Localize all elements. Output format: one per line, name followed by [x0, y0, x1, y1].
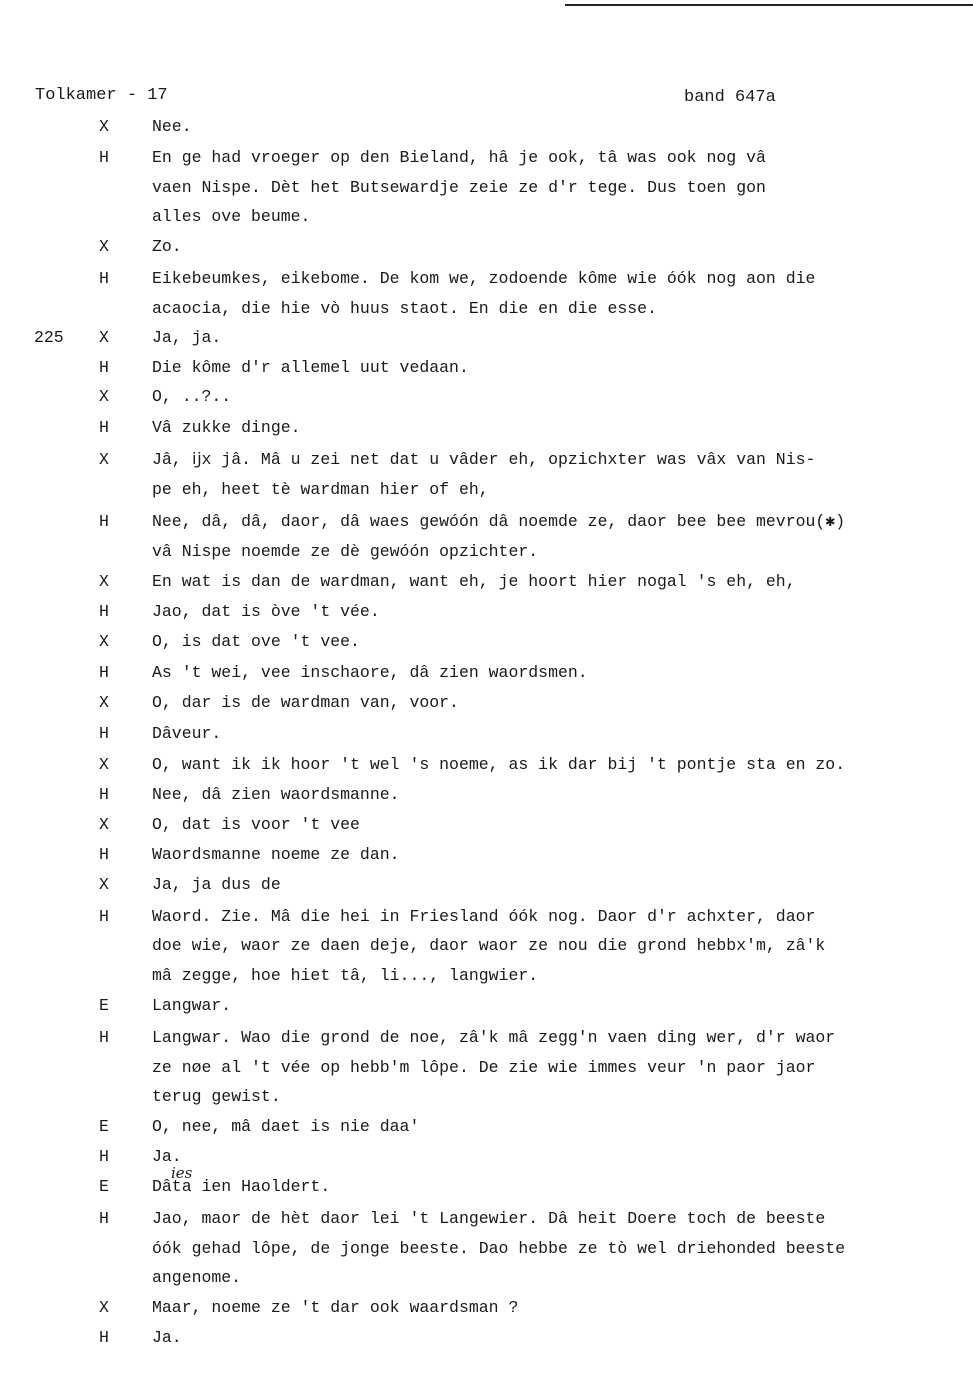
speaker-label: X: [99, 755, 109, 774]
line-text: doe wie, waor ze daen deje, daor waor ze nou die grond hebbx'm, zâ'k: [152, 936, 826, 955]
page-title: Tolkamer - 17: [35, 86, 168, 105]
transcript-line: [0, 173, 973, 203]
line-text: En wat is dan de wardman, want eh, je hoort hier nogal 's eh, eh,: [152, 572, 796, 591]
transcript-line: [0, 931, 973, 961]
line-text: Jâ, ĳx jâ. Mâ u zei net dat u vâder eh, opzichxter was vâx van Nis-: [152, 450, 816, 469]
transcript-line: [0, 1112, 973, 1142]
line-text: O, dar is de wardman van, voor.: [152, 693, 459, 712]
transcript-line: [0, 688, 973, 718]
line-text: Ja.: [152, 1147, 182, 1166]
line-text: Maar, noeme ze 't dar ook waardsman ?: [152, 1298, 519, 1317]
transcript-line: [0, 1053, 973, 1083]
transcript-line: [0, 475, 973, 505]
speaker-label: H: [99, 724, 109, 743]
transcript-line: [0, 507, 973, 537]
speaker-label: E: [99, 1117, 109, 1136]
transcript-line: [0, 902, 973, 932]
speaker-label: X: [99, 237, 109, 256]
speaker-label: E: [99, 1177, 109, 1196]
speaker-label: X: [99, 387, 109, 406]
transcript-line: [0, 750, 973, 780]
transcript-line: [0, 1263, 973, 1293]
speaker-label: H: [99, 1209, 109, 1228]
line-text: Dâveur.: [152, 724, 222, 743]
transcript-line: [0, 991, 973, 1021]
speaker-label: H: [99, 663, 109, 682]
line-text: Jao, dat is òve 't vée.: [152, 602, 380, 621]
margin-counter: 225: [34, 328, 64, 347]
line-text: Jao, maor de hèt daor lei 't Langewier. Dâ heit Doere toch de beeste: [152, 1209, 826, 1228]
transcript-line: [0, 353, 973, 383]
speaker-label: H: [99, 512, 109, 531]
transcript-line: [0, 810, 973, 840]
transcript-line: [0, 870, 973, 900]
line-text: terug gewist.: [152, 1087, 281, 1106]
top-rule: [565, 4, 973, 6]
speaker-label: X: [99, 572, 109, 591]
transcript-line: [0, 1023, 973, 1053]
speaker-label: H: [99, 269, 109, 288]
transcript-line: [0, 1142, 973, 1172]
transcript-line: [0, 658, 973, 688]
speaker-label: H: [99, 1028, 109, 1047]
transcript-line: [0, 413, 973, 443]
line-text: O, dat is voor 't vee: [152, 815, 360, 834]
transcript-line: [0, 1323, 973, 1353]
transcript-line: [0, 597, 973, 627]
transcript-line: [0, 1204, 973, 1234]
transcript-line: [0, 961, 973, 991]
handwritten-annotation: ies: [171, 1164, 193, 1182]
transcript-line: [0, 112, 973, 142]
line-text: alles ove beume.: [152, 207, 311, 226]
line-text: Die kôme d'r allemel uut vedaan.: [152, 358, 469, 377]
speaker-label: H: [99, 418, 109, 437]
transcript-line: [0, 1234, 973, 1264]
transcript-line: [0, 1172, 973, 1202]
line-text: Eikebeumkes, eikebome. De kom we, zodoende kôme wie óók nog aon die: [152, 269, 816, 288]
line-text: O, ..?..: [152, 387, 232, 406]
line-text: O, nee, mâ daet is nie daa': [152, 1117, 420, 1136]
line-text: Nee.: [152, 117, 192, 136]
line-text: Ja.: [152, 1328, 182, 1347]
line-text: vâ Nispe noemde ze dè gewóón opzichter.: [152, 542, 539, 561]
transcript-line: [0, 780, 973, 810]
speaker-label: X: [99, 1298, 109, 1317]
line-text: O, is dat ove 't vee.: [152, 632, 360, 651]
line-text: Waord. Zie. Mâ die hei in Friesland óók nog. Daor d'r achxter, daor: [152, 907, 816, 926]
transcript-line: [0, 1082, 973, 1112]
line-text: Ja, ja dus de: [152, 875, 281, 894]
speaker-label: X: [99, 815, 109, 834]
transcript-line: [0, 1293, 973, 1323]
transcript-line: [0, 382, 973, 412]
transcript-line: [0, 445, 973, 475]
line-text: ze nøe al 't vée op hebb'm lôpe. De zie wie immes veur 'n paor jaor: [152, 1058, 816, 1077]
transcript-line: [0, 840, 973, 870]
transcript-line: [0, 567, 973, 597]
transcript-line: [0, 627, 973, 657]
line-text: Waordsmanne noeme ze dan.: [152, 845, 400, 864]
line-text: Ja, ja.: [152, 328, 222, 347]
speaker-label: X: [99, 632, 109, 651]
line-text: As 't wei, vee inschaore, dâ zien waordsmen.: [152, 663, 588, 682]
speaker-label: X: [99, 450, 109, 469]
speaker-label: X: [99, 117, 109, 136]
line-text: óók gehad lôpe, de jonge beeste. Dao hebbe ze tò wel driehonded beeste: [152, 1239, 846, 1258]
line-text: Dâta ien Haoldert.: [152, 1177, 331, 1196]
line-text: Zo.: [152, 237, 182, 256]
speaker-label: X: [99, 328, 109, 347]
transcript-line: [0, 143, 973, 173]
line-text: angenome.: [152, 1268, 242, 1287]
line-text: pe eh, heet tè wardman hier of eh,: [152, 480, 489, 499]
line-text: vaen Nispe. Dèt het Butsewardje zeie ze d'r tege. Dus toen gon: [152, 178, 766, 197]
line-text: acaocia, die hie vò huus staot. En die en die esse.: [152, 299, 657, 318]
line-text: Nee, dâ zien waordsmanne.: [152, 785, 400, 804]
transcript-line: [0, 537, 973, 567]
line-text: mâ zegge, hoe hiet tâ, li..., langwier.: [152, 966, 539, 985]
transcript-line: [0, 719, 973, 749]
line-text: O, want ik ik hoor 't wel 's noeme, as ik dar bij 't pontje sta en zo.: [152, 755, 846, 774]
speaker-label: H: [99, 907, 109, 926]
speaker-label: H: [99, 845, 109, 864]
speaker-label: X: [99, 693, 109, 712]
transcript-line: [0, 323, 973, 353]
line-text: Langwar.: [152, 996, 232, 1015]
speaker-label: X: [99, 875, 109, 894]
speaker-label: H: [99, 1147, 109, 1166]
speaker-label: E: [99, 996, 109, 1015]
line-text: En ge had vroeger op den Bieland, hâ je ook, tâ was ook nog vâ: [152, 148, 766, 167]
transcript-line: [0, 294, 973, 324]
line-text: Langwar. Wao die grond de noe, zâ'k mâ zegg'n vaen ding wer, d'r waor: [152, 1028, 836, 1047]
line-text: Vâ zukke dinge.: [152, 418, 301, 437]
tape-label: band 647a: [684, 88, 776, 107]
transcript-line: [0, 232, 973, 262]
speaker-label: H: [99, 785, 109, 804]
speaker-label: H: [99, 358, 109, 377]
speaker-label: H: [99, 148, 109, 167]
speaker-label: H: [99, 602, 109, 621]
line-text: Nee, dâ, dâ, daor, dâ waes gewóón dâ noemde ze, daor bee bee mevrou(✱): [152, 512, 846, 531]
transcript-line: [0, 202, 973, 232]
transcript-line: [0, 264, 973, 294]
speaker-label: H: [99, 1328, 109, 1347]
